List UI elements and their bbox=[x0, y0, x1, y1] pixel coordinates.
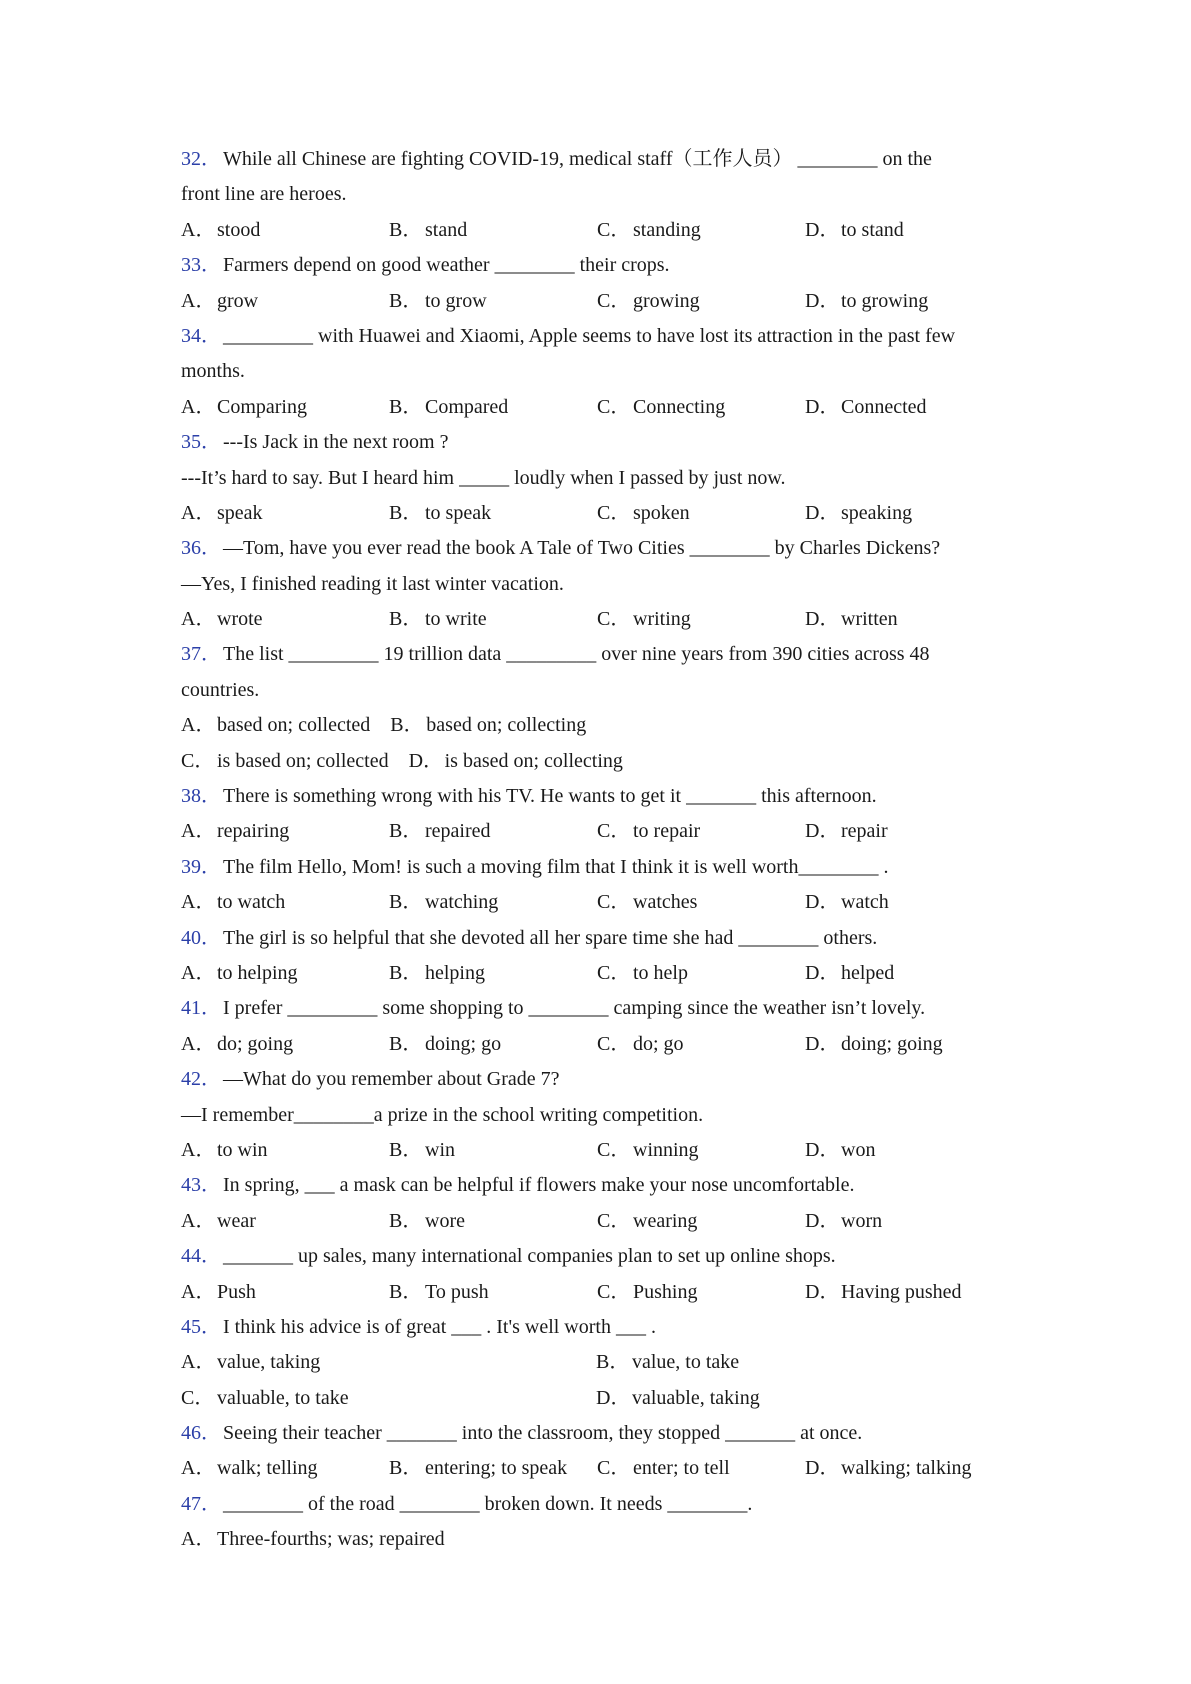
question-number: 45． bbox=[181, 1315, 221, 1338]
option-letter: C． bbox=[597, 1457, 631, 1480]
option-text: to repair bbox=[633, 820, 701, 843]
options-row bbox=[181, 1133, 1011, 1168]
option-text: watches bbox=[633, 891, 698, 914]
option-text: stood bbox=[217, 218, 261, 241]
question-item bbox=[181, 1239, 1011, 1310]
question-stem bbox=[181, 1239, 1011, 1274]
option-letter: D． bbox=[408, 749, 444, 772]
question-number: 38． bbox=[181, 785, 221, 808]
options-row bbox=[181, 1451, 1011, 1486]
question-text: I think his advice is of great ___ . It's well worth ___ . bbox=[223, 1315, 656, 1338]
option-text: Having pushed bbox=[841, 1280, 962, 1303]
question-text: Farmers depend on good weather ________ their crops. bbox=[223, 254, 670, 277]
answer-option bbox=[596, 1381, 1011, 1416]
option-text: Connecting bbox=[633, 395, 726, 418]
options-row bbox=[181, 390, 1011, 425]
question-text: countries. bbox=[181, 678, 260, 701]
option-text: repaired bbox=[425, 820, 491, 843]
option-letter: B． bbox=[389, 820, 423, 843]
option-letter: A． bbox=[181, 1280, 216, 1303]
question-item bbox=[181, 1062, 1011, 1168]
options-row bbox=[181, 1522, 1011, 1557]
answer-option bbox=[181, 496, 389, 531]
question-text: —I remember________a prize in the school writing competition. bbox=[181, 1103, 704, 1126]
answer-option bbox=[389, 1133, 597, 1168]
option-text: helped bbox=[841, 961, 895, 984]
option-text: is based on; collecting bbox=[444, 749, 623, 772]
question-stem-continued bbox=[181, 567, 1011, 602]
option-letter: C． bbox=[597, 961, 631, 984]
question-stem bbox=[181, 1062, 1011, 1097]
option-letter: D． bbox=[805, 1138, 840, 1161]
option-text: to help bbox=[633, 961, 688, 984]
question-number: 47． bbox=[181, 1492, 221, 1515]
option-letter: D． bbox=[805, 891, 840, 914]
answer-option bbox=[181, 1133, 389, 1168]
answer-option bbox=[181, 744, 389, 779]
option-letter: D． bbox=[805, 608, 840, 631]
option-text: repairing bbox=[217, 820, 290, 843]
answer-option bbox=[390, 708, 586, 743]
answer-option bbox=[181, 885, 389, 920]
answer-option bbox=[805, 1133, 875, 1168]
question-stem-continued bbox=[181, 177, 1011, 212]
question-number: 46． bbox=[181, 1422, 221, 1445]
option-letter: B． bbox=[389, 1457, 423, 1480]
answer-option bbox=[389, 213, 597, 248]
option-letter: B． bbox=[596, 1351, 630, 1374]
question-text: ---It’s hard to say. But I heard him _____ loudly when I passed by just now. bbox=[181, 466, 786, 489]
question-number: 44． bbox=[181, 1245, 221, 1268]
question-text: The list _________ 19 trillion data _________ over nine years from 390 cities across 48 bbox=[223, 643, 930, 666]
option-letter: A． bbox=[181, 1138, 216, 1161]
option-letter: D． bbox=[805, 218, 840, 241]
option-letter: C． bbox=[597, 1032, 631, 1055]
option-text: to watch bbox=[217, 891, 286, 914]
answer-option bbox=[805, 814, 888, 849]
options-row bbox=[181, 956, 1011, 991]
answer-option bbox=[805, 213, 904, 248]
option-text: doing; go bbox=[425, 1032, 502, 1055]
option-text: Connected bbox=[841, 395, 927, 418]
option-letter: A． bbox=[181, 1209, 216, 1232]
question-stem-continued bbox=[181, 673, 1011, 708]
option-text: wore bbox=[425, 1209, 465, 1232]
option-text: watch bbox=[841, 891, 889, 914]
option-text: value, taking bbox=[217, 1351, 321, 1374]
question-stem bbox=[181, 425, 1011, 460]
option-letter: A． bbox=[181, 1351, 216, 1374]
option-letter: D． bbox=[805, 820, 840, 843]
answer-option bbox=[181, 1381, 596, 1416]
answer-option bbox=[597, 814, 805, 849]
question-number: 41． bbox=[181, 997, 221, 1020]
option-text: writing bbox=[633, 608, 691, 631]
answer-option bbox=[181, 1522, 445, 1557]
option-text: speaking bbox=[841, 501, 913, 524]
question-text: The girl is so helpful that she devoted all her spare time she had ________ others. bbox=[223, 926, 878, 949]
option-text: helping bbox=[425, 961, 485, 984]
answer-option bbox=[597, 956, 805, 991]
answer-option bbox=[389, 1027, 597, 1062]
option-letter: D． bbox=[805, 1457, 840, 1480]
option-letter: B． bbox=[389, 891, 423, 914]
options-row bbox=[181, 1027, 1011, 1062]
option-letter: C． bbox=[597, 608, 631, 631]
question-number: 39． bbox=[181, 855, 221, 878]
answer-option bbox=[181, 1275, 389, 1310]
option-letter: B． bbox=[389, 1209, 423, 1232]
option-letter: B． bbox=[389, 218, 423, 241]
answer-option bbox=[389, 284, 597, 319]
option-text: to growing bbox=[841, 289, 929, 312]
option-text: to grow bbox=[425, 289, 487, 312]
answer-option bbox=[805, 885, 889, 920]
question-stem bbox=[181, 921, 1011, 956]
answer-option bbox=[805, 1204, 882, 1239]
option-letter: B． bbox=[389, 608, 423, 631]
question-text: Seeing their teacher _______ into the classroom, they stopped _______ at once. bbox=[223, 1422, 863, 1445]
option-text: valuable, to take bbox=[217, 1386, 349, 1409]
option-text: standing bbox=[633, 218, 701, 241]
option-text: do; go bbox=[633, 1032, 684, 1055]
option-text: to win bbox=[217, 1138, 268, 1161]
question-text: I prefer _________ some shopping to ________ camping since the weather isn’t lovely. bbox=[223, 997, 926, 1020]
option-letter: C． bbox=[181, 1386, 215, 1409]
option-text: to speak bbox=[425, 501, 492, 524]
option-text: do; going bbox=[217, 1032, 294, 1055]
question-stem bbox=[181, 991, 1011, 1026]
options-row bbox=[181, 284, 1011, 319]
options-row bbox=[181, 814, 1011, 849]
option-letter: C． bbox=[597, 289, 631, 312]
question-item bbox=[181, 248, 1011, 319]
question-text: The film Hello, Mom! is such a moving film that I think it is well worth________ . bbox=[223, 855, 889, 878]
option-text: valuable, taking bbox=[632, 1386, 760, 1409]
question-stem bbox=[181, 531, 1011, 566]
question-number: 33． bbox=[181, 254, 221, 277]
option-letter: B． bbox=[389, 501, 423, 524]
question-number: 34． bbox=[181, 324, 221, 347]
option-text: written bbox=[841, 608, 898, 631]
option-letter: A． bbox=[181, 289, 216, 312]
option-letter: D． bbox=[805, 1209, 840, 1232]
option-letter: C． bbox=[597, 1209, 631, 1232]
option-text: wrote bbox=[217, 608, 263, 631]
option-letter: D． bbox=[596, 1386, 631, 1409]
question-number: 32． bbox=[181, 148, 221, 170]
answer-option bbox=[181, 1451, 389, 1486]
option-text: Push bbox=[217, 1280, 256, 1303]
option-text: worn bbox=[841, 1209, 883, 1232]
option-letter: B． bbox=[389, 1138, 423, 1161]
question-stem bbox=[181, 1168, 1011, 1203]
option-letter: B． bbox=[390, 714, 424, 737]
question-number: 40． bbox=[181, 926, 221, 949]
option-letter: B． bbox=[389, 395, 423, 418]
answer-option bbox=[805, 1027, 943, 1062]
option-letter: A． bbox=[181, 714, 216, 737]
answer-option bbox=[596, 1345, 1011, 1380]
question-stem bbox=[181, 142, 1011, 177]
option-letter: A． bbox=[181, 1457, 216, 1480]
question-number: 43． bbox=[181, 1174, 221, 1197]
question-item bbox=[181, 1416, 1011, 1487]
question-number: 37． bbox=[181, 643, 221, 666]
answer-option bbox=[805, 284, 928, 319]
answer-option bbox=[181, 708, 370, 743]
answer-option bbox=[181, 1027, 389, 1062]
question-stem-continued bbox=[181, 1098, 1011, 1133]
answer-option bbox=[805, 956, 894, 991]
option-letter: D． bbox=[805, 501, 840, 524]
option-letter: A． bbox=[181, 820, 216, 843]
question-item bbox=[181, 531, 1011, 637]
option-letter: D． bbox=[805, 1032, 840, 1055]
option-letter: A． bbox=[181, 1032, 216, 1055]
question-number: 36． bbox=[181, 537, 221, 560]
option-text: To push bbox=[425, 1280, 489, 1303]
question-item bbox=[181, 637, 1011, 779]
option-letter: C． bbox=[597, 395, 631, 418]
question-stem-continued bbox=[181, 354, 1011, 389]
option-letter: D． bbox=[805, 395, 840, 418]
option-letter: C． bbox=[597, 218, 631, 241]
answer-option bbox=[389, 602, 597, 637]
question-stem bbox=[181, 637, 1011, 672]
option-letter: A． bbox=[181, 501, 216, 524]
answer-option bbox=[409, 744, 623, 779]
answer-option bbox=[389, 1275, 597, 1310]
answer-option bbox=[389, 390, 597, 425]
option-text: Pushing bbox=[633, 1280, 698, 1303]
question-text: In spring, ___ a mask can be helpful if flowers make your nose uncomfortable. bbox=[223, 1174, 855, 1197]
option-letter: B． bbox=[389, 1032, 423, 1055]
question-text: _________ with Huawei and Xiaomi, Apple seems to have lost its attraction in the past few bbox=[223, 324, 956, 347]
question-item bbox=[181, 1310, 1011, 1416]
option-text: spoken bbox=[633, 501, 690, 524]
option-text: walk; telling bbox=[217, 1457, 318, 1480]
question-stem bbox=[181, 1310, 1011, 1345]
question-text: While all Chinese are fighting COVID-19, medical staff（工作人员） ________ on the bbox=[223, 148, 932, 170]
option-letter: D． bbox=[805, 961, 840, 984]
answer-option bbox=[597, 1133, 805, 1168]
answer-option bbox=[389, 496, 597, 531]
question-text: front line are heroes. bbox=[181, 183, 347, 206]
option-letter: B． bbox=[389, 289, 423, 312]
answer-option bbox=[389, 885, 597, 920]
options-row bbox=[181, 602, 1011, 637]
answer-option bbox=[597, 496, 805, 531]
question-text: —Tom, have you ever read the book A Tale of Two Cities ________ by Charles Dickens? bbox=[223, 537, 941, 560]
option-text: to helping bbox=[217, 961, 298, 984]
answer-option bbox=[597, 390, 805, 425]
options-row bbox=[181, 213, 1011, 248]
answer-option bbox=[389, 1204, 597, 1239]
question-number: 42． bbox=[181, 1068, 221, 1091]
answer-option bbox=[805, 496, 912, 531]
question-item bbox=[181, 1487, 1011, 1558]
answer-option bbox=[597, 213, 805, 248]
question-item bbox=[181, 921, 1011, 992]
answer-option bbox=[181, 956, 389, 991]
answer-option bbox=[597, 885, 805, 920]
option-letter: B． bbox=[389, 1280, 423, 1303]
question-item bbox=[181, 425, 1011, 531]
options-row bbox=[181, 1275, 1011, 1310]
answer-option bbox=[181, 1204, 389, 1239]
option-text: based on; collecting bbox=[426, 714, 587, 737]
option-letter: C． bbox=[597, 1138, 631, 1161]
option-text: to write bbox=[425, 608, 487, 631]
question-number: 35． bbox=[181, 431, 221, 454]
option-letter: C． bbox=[597, 1280, 631, 1303]
option-text: Comparing bbox=[217, 395, 307, 418]
option-text: repair bbox=[841, 820, 888, 843]
option-letter: D． bbox=[805, 1280, 840, 1303]
answer-option bbox=[805, 1451, 972, 1486]
question-list bbox=[181, 142, 1011, 1558]
answer-option bbox=[597, 602, 805, 637]
answer-option bbox=[181, 814, 389, 849]
option-letter: A． bbox=[181, 891, 216, 914]
option-text: watching bbox=[425, 891, 499, 914]
options-row bbox=[181, 885, 1011, 920]
option-letter: C． bbox=[597, 501, 631, 524]
option-letter: C． bbox=[597, 820, 631, 843]
question-stem bbox=[181, 1416, 1011, 1451]
answer-option bbox=[389, 956, 597, 991]
options-row bbox=[181, 708, 1011, 743]
question-text: —What do you remember about Grade 7? bbox=[223, 1068, 560, 1091]
answer-option bbox=[181, 1345, 596, 1380]
question-item bbox=[181, 319, 1011, 425]
answer-option bbox=[597, 1204, 805, 1239]
answer-option bbox=[597, 1027, 805, 1062]
answer-option bbox=[181, 390, 389, 425]
option-text: to stand bbox=[841, 218, 904, 241]
option-text: walking; talking bbox=[841, 1457, 972, 1480]
option-letter: A． bbox=[181, 961, 216, 984]
question-text: There is something wrong with his TV. He wants to get it _______ this afternoon. bbox=[223, 785, 877, 808]
question-stem bbox=[181, 319, 1011, 354]
question-stem bbox=[181, 850, 1011, 885]
option-letter: A． bbox=[181, 395, 216, 418]
answer-option bbox=[805, 1275, 962, 1310]
question-item bbox=[181, 779, 1011, 850]
answer-option bbox=[389, 814, 597, 849]
answer-option bbox=[805, 390, 927, 425]
question-item bbox=[181, 991, 1011, 1062]
question-item bbox=[181, 850, 1011, 921]
option-text: based on; collected bbox=[217, 714, 371, 737]
options-row bbox=[181, 1381, 1011, 1416]
option-text: growing bbox=[633, 289, 700, 312]
question-text: —Yes, I finished reading it last winter vacation. bbox=[181, 572, 564, 595]
option-text: doing; going bbox=[841, 1032, 943, 1055]
options-row bbox=[181, 496, 1011, 531]
answer-option bbox=[181, 284, 389, 319]
answer-option bbox=[181, 213, 389, 248]
option-letter: D． bbox=[805, 289, 840, 312]
question-stem-continued bbox=[181, 461, 1011, 496]
question-stem bbox=[181, 779, 1011, 814]
option-text: won bbox=[841, 1138, 876, 1161]
option-text: Three-fourths; was; repaired bbox=[217, 1528, 445, 1551]
option-text: wearing bbox=[633, 1209, 698, 1232]
answer-option bbox=[597, 284, 805, 319]
option-text: win bbox=[425, 1138, 455, 1161]
option-text: wear bbox=[217, 1209, 256, 1232]
option-text: value, to take bbox=[632, 1351, 740, 1374]
option-text: speak bbox=[217, 501, 263, 524]
option-text: winning bbox=[633, 1138, 699, 1161]
question-stem bbox=[181, 248, 1011, 283]
option-text: grow bbox=[217, 289, 259, 312]
question-text: ---Is Jack in the next room ? bbox=[223, 431, 449, 454]
question-text: ________ of the road ________ broken down. It needs ________. bbox=[223, 1492, 753, 1515]
options-row bbox=[181, 1204, 1011, 1239]
option-text: is based on; collected bbox=[217, 749, 389, 772]
option-text: entering; to speak bbox=[425, 1457, 568, 1480]
option-text: enter; to tell bbox=[633, 1457, 730, 1480]
option-letter: A． bbox=[181, 218, 216, 241]
option-letter: C． bbox=[181, 749, 215, 772]
option-text: stand bbox=[425, 218, 468, 241]
option-letter: B． bbox=[389, 961, 423, 984]
options-row bbox=[181, 1345, 1011, 1380]
question-item bbox=[181, 1168, 1011, 1239]
question-item bbox=[181, 142, 1011, 248]
options-row bbox=[181, 744, 1011, 779]
question-text: months. bbox=[181, 360, 245, 383]
answer-option bbox=[389, 1451, 597, 1486]
question-stem bbox=[181, 1487, 1011, 1522]
answer-option bbox=[805, 602, 898, 637]
answer-option bbox=[181, 602, 389, 637]
option-letter: A． bbox=[181, 1528, 216, 1551]
option-text: Compared bbox=[425, 395, 509, 418]
option-letter: A． bbox=[181, 608, 216, 631]
question-text: _______ up sales, many international companies plan to set up online shops. bbox=[223, 1245, 836, 1268]
option-letter: C． bbox=[597, 891, 631, 914]
answer-option bbox=[597, 1451, 805, 1486]
answer-option bbox=[597, 1275, 805, 1310]
